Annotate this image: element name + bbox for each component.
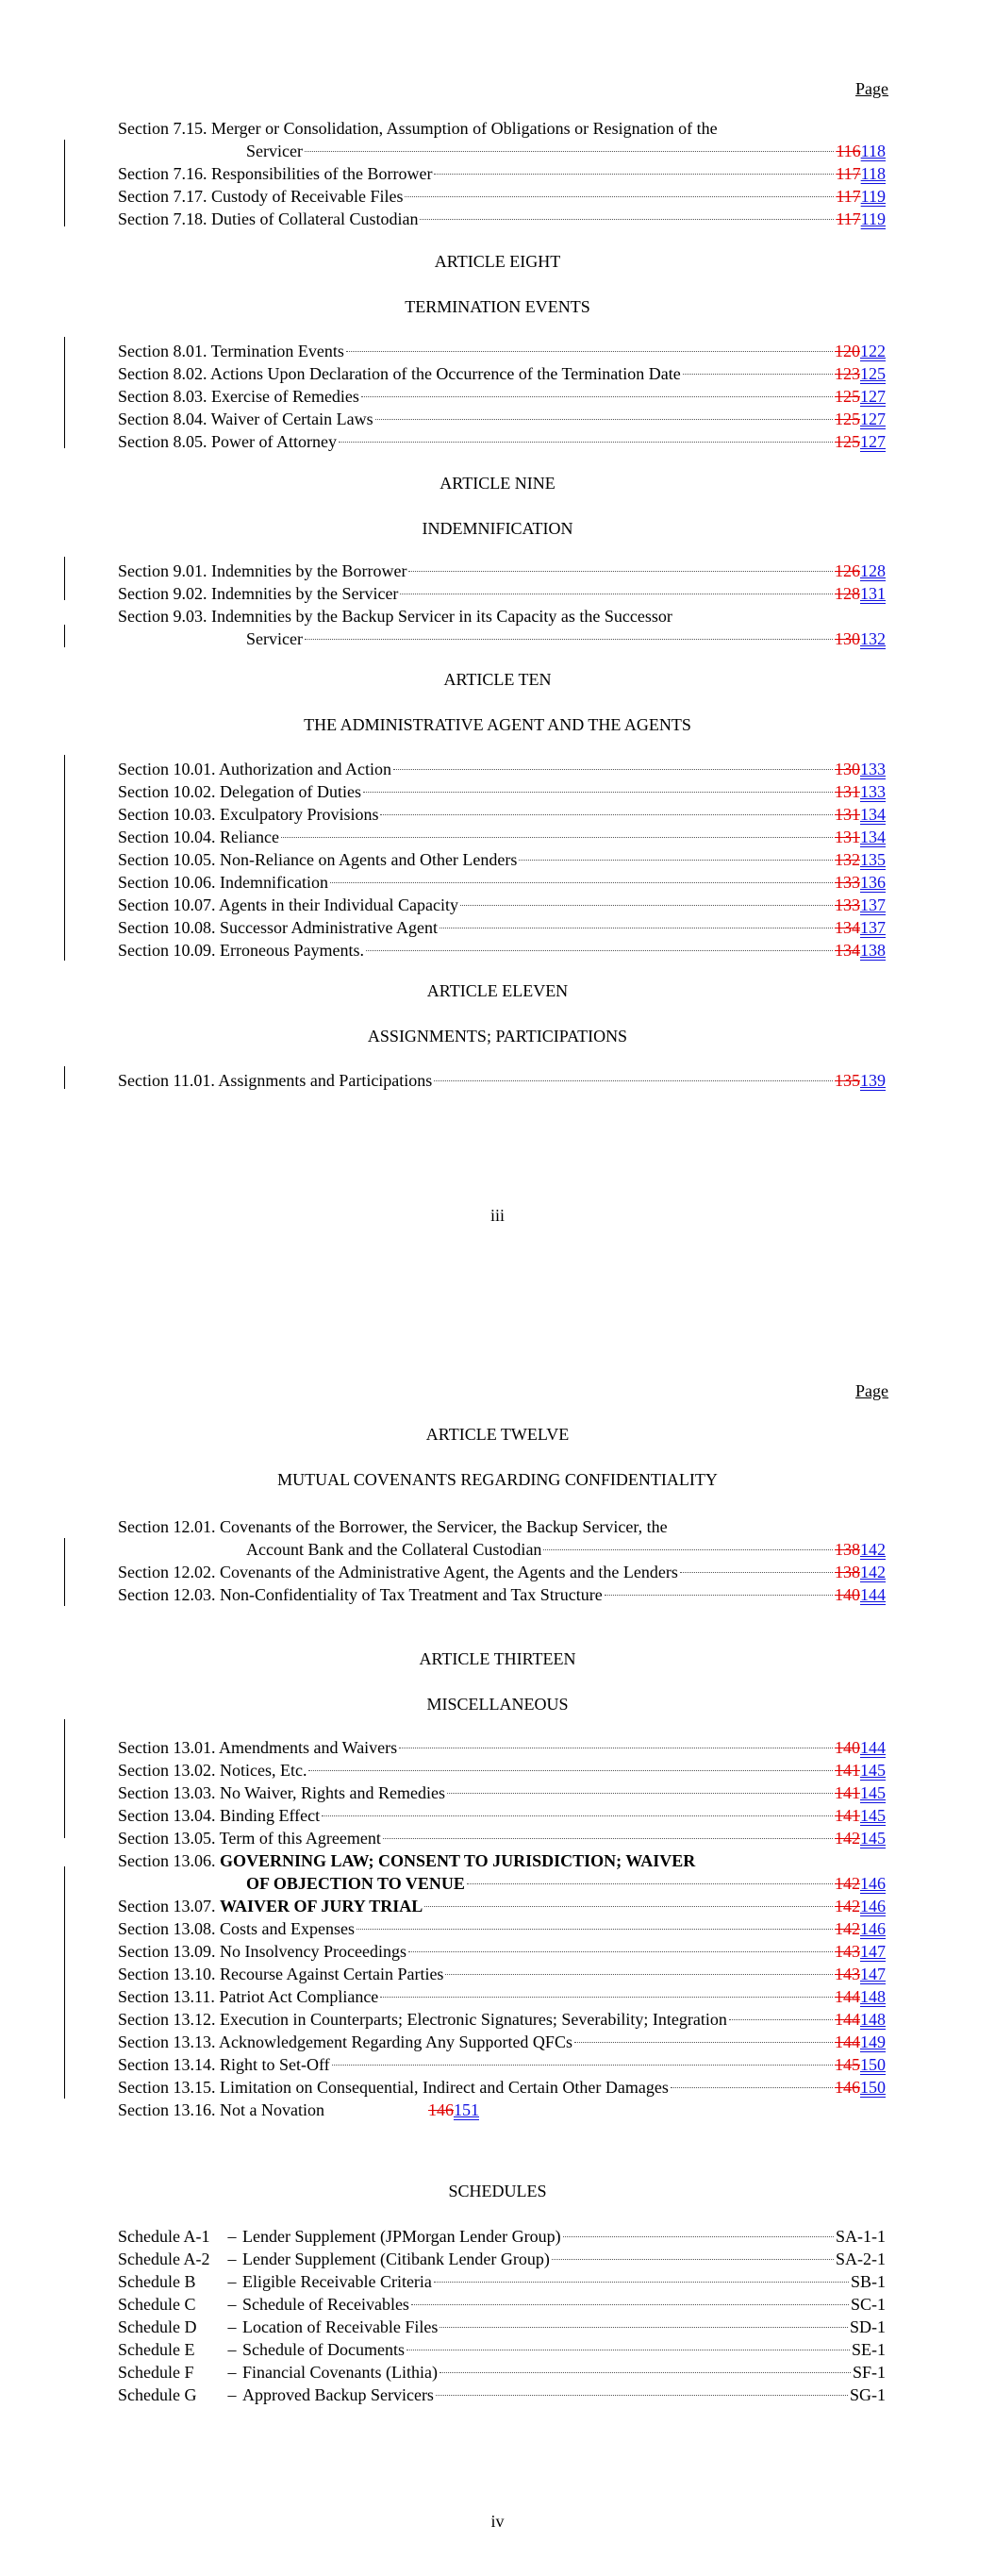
toc-entry[interactable] xyxy=(118,939,886,962)
inserted-page-number[interactable]: 147 xyxy=(860,1942,886,1961)
dot-leader xyxy=(411,2304,849,2305)
schedule-title: Schedule of Receivables xyxy=(242,2295,409,2314)
dot-leader xyxy=(357,1929,833,1930)
article-title: ARTICLE NINE xyxy=(439,474,556,493)
dot-leader xyxy=(445,1974,833,1975)
dot-leader xyxy=(434,1080,833,1081)
schedules-title: SCHEDULES xyxy=(448,2182,547,2200)
entry-title: Section 13.04. Binding Effect xyxy=(118,1806,321,1825)
change-bar xyxy=(64,1719,65,1838)
schedule-page: SE-1 xyxy=(852,2340,886,2359)
inserted-page-number[interactable]: 142 xyxy=(860,1563,886,1581)
schedule-code: Schedule G xyxy=(118,2385,197,2404)
dot-leader xyxy=(519,860,833,861)
deleted-page-number: 125 xyxy=(835,387,860,406)
inserted-page-number[interactable]: 146 xyxy=(860,1874,886,1893)
deleted-page-number: 117 xyxy=(836,164,861,183)
toc-entry[interactable] xyxy=(118,803,886,826)
deleted-page-number: 141 xyxy=(835,1783,860,1802)
entry-title: Section 8.05. Power of Attorney xyxy=(118,432,337,451)
inserted-page-number[interactable]: 118 xyxy=(860,164,886,183)
entry-title: Section 13.02. Notices, Etc. xyxy=(118,1761,307,1780)
dot-leader xyxy=(308,1770,833,1771)
entry-title: Section 9.03. Indemnities by the Backup Servicer in its Capacity as the Successor xyxy=(118,607,672,626)
toc-entry[interactable] xyxy=(118,1963,886,1985)
schedule-page: SA-2-1 xyxy=(836,2250,886,2268)
article-title: ARTICLE TWELVE xyxy=(425,1425,570,1444)
article-title: ARTICLE TEN xyxy=(443,670,552,689)
inserted-page-number[interactable]: 145 xyxy=(860,1761,886,1780)
schedule-title: Eligible Receivable Criteria xyxy=(242,2272,432,2291)
page-column-label: Page xyxy=(855,1381,888,1400)
schedule-page: SB-1 xyxy=(850,2272,886,2291)
schedule-title: Schedule of Documents xyxy=(242,2340,405,2359)
dot-leader xyxy=(552,2259,834,2260)
dot-leader xyxy=(332,2065,833,2066)
dot-leader xyxy=(729,2019,833,2020)
deleted-page-number: 140 xyxy=(835,1585,860,1604)
schedule-code: Schedule B xyxy=(118,2272,196,2291)
entry-title-cont: Account Bank and the Collateral Custodian xyxy=(246,1540,542,1559)
entry-title: WAIVER OF JURY TRIAL xyxy=(220,1897,423,1915)
entry-title: Section 8.01. Termination Events xyxy=(118,342,344,360)
deleted-page-number: 125 xyxy=(835,432,860,451)
toc-entry[interactable] xyxy=(118,848,886,871)
dot-leader xyxy=(305,639,833,640)
deleted-page-number: 134 xyxy=(835,941,860,960)
change-bar xyxy=(64,1538,65,1606)
deleted-page-number: 143 xyxy=(835,1965,860,1983)
article-title: ARTICLE THIRTEEN xyxy=(419,1649,576,1668)
entry-title-cont: Servicer xyxy=(246,142,303,160)
entry-title: Section 10.02. Delegation of Duties xyxy=(118,782,361,801)
schedule-dash: – xyxy=(227,2295,237,2314)
dot-leader xyxy=(346,351,833,352)
article-subtitle: MISCELLANEOUS xyxy=(426,1695,569,1714)
toc-entry[interactable] xyxy=(118,605,886,650)
dot-leader xyxy=(671,2087,833,2088)
inserted-page-number[interactable]: 136 xyxy=(860,873,886,892)
entry-prefix: Section 13.06. xyxy=(118,1851,220,1870)
dot-leader xyxy=(339,442,833,443)
entry-title: Section 13.11. Patriot Act Compliance xyxy=(118,1987,379,2006)
deleted-page-number: 123 xyxy=(835,364,860,383)
article-subtitle: MUTUAL COVENANTS REGARDING CONFIDENTIALITY xyxy=(277,1470,718,1489)
deleted-page-number: 126 xyxy=(835,561,860,580)
inserted-page-number[interactable]: 135 xyxy=(860,850,886,869)
dot-leader xyxy=(393,769,833,770)
inserted-page-number[interactable]: 145 xyxy=(860,1806,886,1825)
entry-title: Section 10.04. Reliance xyxy=(118,828,279,846)
dot-leader xyxy=(408,571,833,572)
schedule-page: SF-1 xyxy=(852,2363,886,2382)
toc-entry[interactable] xyxy=(118,408,886,430)
schedule-code: Schedule D xyxy=(118,2317,197,2336)
entry-title: Section 10.06. Indemnification xyxy=(118,873,328,892)
schedule-dash: – xyxy=(227,2272,237,2291)
inserted-page-number[interactable]: 137 xyxy=(860,895,886,914)
deleted-page-number: 142 xyxy=(835,1919,860,1938)
deleted-page-number: 144 xyxy=(835,2032,860,2051)
dot-leader xyxy=(405,196,834,197)
entry-title: Section 13.01. Amendments and Waivers xyxy=(118,1738,398,1757)
entry-title: Section 10.08. Successor Administrative Agent xyxy=(118,918,438,937)
inserted-page-number[interactable]: 127 xyxy=(860,410,886,428)
schedule-entry[interactable] xyxy=(118,2225,886,2248)
inserted-page-number[interactable]: 148 xyxy=(860,2010,886,2029)
change-bar xyxy=(64,755,65,961)
deleted-page-number: 134 xyxy=(835,918,860,937)
dot-leader xyxy=(420,219,834,220)
toc-entry[interactable] xyxy=(118,1849,886,1895)
toc-entry[interactable] xyxy=(118,2076,886,2099)
schedule-entry[interactable] xyxy=(118,2270,886,2293)
toc-entry[interactable] xyxy=(118,1827,886,1849)
schedule-code: Schedule A-2 xyxy=(118,2250,210,2268)
inserted-page-number[interactable]: 149 xyxy=(860,2032,886,2051)
schedule-dash: – xyxy=(227,2340,237,2359)
deleted-page-number: 144 xyxy=(835,1987,860,2006)
toc-entry[interactable] xyxy=(118,560,886,582)
dot-leader xyxy=(680,1572,833,1573)
schedule-title: Lender Supplement (JPMorgan Lender Group) xyxy=(242,2227,561,2246)
toc-entry[interactable] xyxy=(118,1804,886,1827)
inserted-page-number[interactable]: 132 xyxy=(860,629,886,648)
deleted-page-number: 133 xyxy=(835,873,860,892)
inserted-page-number[interactable]: 148 xyxy=(860,1987,886,2006)
deleted-page-number: 141 xyxy=(835,1806,860,1825)
inserted-page-number[interactable]: 133 xyxy=(860,782,886,801)
toc-section-10 xyxy=(118,758,886,962)
toc-entry[interactable] xyxy=(118,185,886,208)
entry-title: Section 8.02. Actions Upon Declaration of the Occurrence of the Termination Date xyxy=(118,364,681,383)
dot-leader xyxy=(563,2236,834,2237)
dot-leader xyxy=(424,1906,833,1907)
entry-title: Section 10.05. Non-Reliance on Agents and Other Lenders xyxy=(118,850,518,869)
schedule-entry[interactable] xyxy=(118,2361,886,2384)
entry-title: Section 10.07. Agents in their Individual Capacity xyxy=(118,895,458,914)
schedule-entry[interactable] xyxy=(118,2384,886,2406)
article-title: ARTICLE EIGHT xyxy=(434,252,561,271)
schedule-code: Schedule A-1 xyxy=(118,2227,210,2246)
entry-title: Section 12.01. Covenants of the Borrower, the Servicer, the Backup Servicer, the xyxy=(118,1517,668,1536)
entry-title: GOVERNING LAW; CONSENT TO JURISDICTION; WAIVER xyxy=(220,1851,696,1870)
deleted-page-number: 131 xyxy=(835,782,860,801)
deleted-page-number: 138 xyxy=(835,1540,860,1559)
toc-entry[interactable] xyxy=(118,1781,886,1804)
schedule-title: Location of Receivable Files xyxy=(242,2317,439,2336)
inserted-page-number[interactable]: 119 xyxy=(860,209,886,228)
dot-leader xyxy=(380,1997,833,1998)
entry-title: Section 10.09. Erroneous Payments. xyxy=(118,941,364,960)
toc-section-12 xyxy=(118,1515,886,1606)
toc-section-9 xyxy=(118,560,886,650)
dot-leader xyxy=(439,2327,848,2328)
schedule-dash: – xyxy=(227,2317,237,2336)
deleted-page-number: 138 xyxy=(835,1563,860,1581)
inserted-page-number[interactable]: 145 xyxy=(860,1829,886,1848)
inserted-page-number[interactable]: 122 xyxy=(860,342,886,360)
inserted-page-number[interactable]: 144 xyxy=(860,1738,886,1757)
deleted-page-number: 130 xyxy=(835,760,860,778)
entry-title: Section 13.16. Not a Novation xyxy=(118,2100,324,2119)
dot-leader xyxy=(467,1883,833,1884)
deleted-page-number: 116 xyxy=(836,142,861,160)
toc-entry[interactable] xyxy=(118,2053,886,2076)
dot-leader xyxy=(366,950,833,951)
toc-entry[interactable] xyxy=(118,2008,886,2031)
inserted-page-number[interactable]: 128 xyxy=(860,561,886,580)
deleted-page-number: 141 xyxy=(835,1761,860,1780)
deleted-page-number: 144 xyxy=(835,2010,860,2029)
toc-entry[interactable] xyxy=(118,208,886,230)
change-bar xyxy=(64,337,65,448)
toc-entry[interactable] xyxy=(118,1583,886,1606)
toc-entry[interactable] xyxy=(118,362,886,385)
dot-leader xyxy=(305,151,834,152)
change-bar xyxy=(64,1066,65,1089)
inserted-page-number[interactable]: 118 xyxy=(860,142,886,160)
inserted-page-number[interactable]: 145 xyxy=(860,1783,886,1802)
inserted-page-number[interactable]: 146 xyxy=(860,1919,886,1938)
entry-title: Section 13.09. No Insolvency Proceedings xyxy=(118,1942,406,1961)
entry-title: Section 7.15. Merger or Consolidation, Assumption of Obligations or Resignation of the xyxy=(118,119,718,138)
article-title: ARTICLE ELEVEN xyxy=(426,981,569,1000)
dot-leader xyxy=(408,1951,833,1952)
entry-title: Section 13.14. Right to Set-Off xyxy=(118,2055,330,2074)
entry-title: Section 11.01. Assignments and Participations xyxy=(118,1071,433,1090)
deleted-page-number: 146 xyxy=(427,2100,454,2119)
toc-page-iii xyxy=(0,0,995,1274)
entry-title: Section 12.03. Non-Confidentiality of Tax Treatment and Tax Structure xyxy=(118,1585,603,1604)
entry-title: Section 13.13. Acknowledgement Regarding Any Supported QFCs xyxy=(118,2032,572,2051)
dot-leader xyxy=(605,1595,833,1596)
toc-entry[interactable] xyxy=(118,916,886,939)
dot-leader xyxy=(322,1815,833,1816)
toc-entry[interactable] xyxy=(118,1940,886,1963)
schedules-list xyxy=(118,2225,886,2406)
article-subtitle: THE ADMINISTRATIVE AGENT AND THE AGENTS xyxy=(304,715,691,734)
schedule-entry[interactable] xyxy=(118,2248,886,2270)
dot-leader xyxy=(434,174,834,175)
change-bar xyxy=(64,557,65,600)
entry-title: Section 13.10. Recourse Against Certain Parties xyxy=(118,1965,444,1983)
toc-entry[interactable] xyxy=(118,826,886,848)
entry-title: Section 9.02. Indemnities by the Servicer xyxy=(118,584,399,603)
toc-entry[interactable] xyxy=(118,1985,886,2008)
inserted-page-number[interactable]: 150 xyxy=(860,2078,886,2097)
toc-entry[interactable] xyxy=(118,780,886,803)
dot-leader xyxy=(383,1838,833,1839)
entry-title: Section 13.12. Execution in Counterparts; Electronic Signatures; Severability; Integration xyxy=(118,2010,727,2029)
entry-title: Section 7.18. Duties of Collateral Custodian xyxy=(118,209,419,228)
schedule-code: Schedule C xyxy=(118,2295,196,2314)
deleted-page-number: 132 xyxy=(835,850,860,869)
inserted-page-number[interactable]: 119 xyxy=(860,187,886,206)
dot-leader xyxy=(439,2372,851,2373)
toc-entry[interactable] xyxy=(118,1069,886,1092)
deleted-page-number: 120 xyxy=(835,342,860,360)
schedule-entry[interactable] xyxy=(118,2293,886,2316)
dot-leader xyxy=(380,814,833,815)
schedule-dash: – xyxy=(227,2385,237,2404)
toc-entry[interactable] xyxy=(118,162,886,185)
toc-entry[interactable] xyxy=(118,1515,886,1561)
inserted-page-number[interactable]: 151 xyxy=(453,2100,479,2119)
deleted-page-number: 146 xyxy=(835,2078,860,2097)
dot-leader xyxy=(330,882,833,883)
deleted-page-number: 135 xyxy=(835,1071,860,1090)
deleted-page-number: 125 xyxy=(835,410,860,428)
article-subtitle: TERMINATION EVENTS xyxy=(405,297,590,316)
toc-entry[interactable] xyxy=(118,430,886,453)
entry-title: Section 13.08. Costs and Expenses xyxy=(118,1919,355,1938)
schedule-dash: – xyxy=(227,2250,237,2268)
toc-entry[interactable] xyxy=(118,582,886,605)
change-bar xyxy=(64,140,65,226)
toc-entry[interactable] xyxy=(118,1917,886,1940)
entry-title-cont: OF OBJECTION TO VENUE xyxy=(246,1874,465,1893)
inserted-page-number[interactable]: 134 xyxy=(860,805,886,824)
schedule-code: Schedule E xyxy=(118,2340,195,2359)
schedule-title: Lender Supplement (Citibank Lender Group) xyxy=(242,2250,550,2268)
deleted-page-number: 142 xyxy=(835,1829,860,1848)
toc-entry[interactable] xyxy=(118,758,886,780)
toc-page-iv xyxy=(0,1321,995,2576)
inserted-page-number[interactable]: 139 xyxy=(860,1071,886,1090)
inserted-page-number[interactable]: 127 xyxy=(860,387,886,406)
entry-title: Section 7.17. Custody of Receivable Files xyxy=(118,187,404,206)
entry-title: Section 9.01. Indemnities by the Borrower xyxy=(118,561,407,580)
toc-entry[interactable] xyxy=(118,2031,886,2053)
toc-entry[interactable] xyxy=(118,1895,886,1917)
inserted-page-number[interactable]: 125 xyxy=(860,364,886,383)
toc-section-8 xyxy=(118,340,886,453)
deleted-page-number: 142 xyxy=(835,1874,860,1893)
dot-leader xyxy=(683,374,833,375)
deleted-page-number: 143 xyxy=(835,1942,860,1961)
toc-entry[interactable] xyxy=(118,2099,886,2121)
dot-leader xyxy=(460,905,833,906)
toc-entry[interactable] xyxy=(118,385,886,408)
entry-title: Section 8.04. Waiver of Certain Laws xyxy=(118,410,373,428)
schedule-page: SG-1 xyxy=(849,2385,886,2404)
inserted-page-number[interactable]: 147 xyxy=(860,1965,886,1983)
inserted-page-number[interactable]: 137 xyxy=(860,918,886,937)
schedule-page: SD-1 xyxy=(849,2317,886,2336)
entry-title: Section 13.05. Term of this Agreement xyxy=(118,1829,381,1848)
dot-leader xyxy=(436,2395,848,2396)
toc-entry[interactable] xyxy=(118,1736,886,1759)
deleted-page-number: 128 xyxy=(835,584,860,603)
dot-leader xyxy=(447,1793,833,1794)
schedule-page: SC-1 xyxy=(850,2295,886,2314)
toc-entry[interactable] xyxy=(118,340,886,362)
schedule-entry[interactable] xyxy=(118,2316,886,2338)
change-bar xyxy=(64,625,65,647)
toc-section-11 xyxy=(118,1069,886,1092)
page-number: iii xyxy=(489,1206,505,1225)
inserted-page-number[interactable]: 134 xyxy=(860,828,886,846)
schedule-dash: – xyxy=(227,2363,237,2382)
inserted-page-number[interactable]: 144 xyxy=(860,1585,886,1604)
toc-entry[interactable] xyxy=(118,1759,886,1781)
entry-title-cont: Servicer xyxy=(246,629,303,648)
article-subtitle: INDEMNIFICATION xyxy=(422,519,573,538)
inserted-page-number[interactable]: 131 xyxy=(860,584,886,603)
schedule-code: Schedule F xyxy=(118,2363,194,2382)
entry-title: Section 7.16. Responsibilities of the Borrower xyxy=(118,164,433,183)
schedule-title: Financial Covenants (Lithia) xyxy=(242,2363,438,2382)
change-bar xyxy=(64,1866,65,2099)
entry-title: Section 8.03. Exercise of Remedies xyxy=(118,387,359,406)
deleted-page-number: 133 xyxy=(835,895,860,914)
dot-leader xyxy=(375,419,833,420)
entry-title: Section 13.15. Limitation on Consequential, Indirect and Certain Other Damages xyxy=(118,2078,669,2097)
schedule-dash: – xyxy=(227,2227,237,2246)
inserted-page-number[interactable]: 127 xyxy=(860,432,886,451)
deleted-page-number: 142 xyxy=(835,1897,860,1915)
toc-entry[interactable] xyxy=(118,871,886,894)
deleted-page-number: 140 xyxy=(835,1738,860,1757)
dot-leader xyxy=(361,396,833,397)
deleted-page-number: 117 xyxy=(836,209,861,228)
deleted-page-number: 130 xyxy=(835,629,860,648)
toc-entry[interactable] xyxy=(118,117,886,162)
inserted-page-number[interactable]: 133 xyxy=(860,760,886,778)
entry-title: Section 13.03. No Waiver, Rights and Remedies xyxy=(118,1783,445,1802)
deleted-page-number: 131 xyxy=(835,828,860,846)
dot-leader xyxy=(543,1549,833,1550)
schedule-entry[interactable] xyxy=(118,2338,886,2361)
entry-title: Section 12.02. Covenants of the Administrative Agent, the Agents and the Lenders xyxy=(118,1563,678,1581)
toc-entry[interactable] xyxy=(118,894,886,916)
entry-title: Section 10.01. Authorization and Action xyxy=(118,760,391,778)
toc-section-13 xyxy=(118,1736,886,2121)
dot-leader xyxy=(434,2282,849,2283)
page-number: iv xyxy=(490,2512,505,2531)
schedule-page: SA-1-1 xyxy=(836,2227,886,2246)
inserted-page-number[interactable]: 138 xyxy=(860,941,886,960)
inserted-page-number[interactable]: 150 xyxy=(860,2055,886,2074)
entry-prefix: Section 13.07. xyxy=(118,1897,220,1915)
toc-entry[interactable] xyxy=(118,1561,886,1583)
toc-section-7 xyxy=(118,117,886,230)
deleted-page-number: 117 xyxy=(836,187,861,206)
page-column-label: Page xyxy=(855,79,888,98)
deleted-page-number: 145 xyxy=(835,2055,860,2074)
inserted-page-number[interactable]: 142 xyxy=(860,1540,886,1559)
inserted-page-number[interactable]: 146 xyxy=(860,1897,886,1915)
dot-leader xyxy=(363,792,833,793)
schedule-title: Approved Backup Servicers xyxy=(242,2385,434,2404)
dot-leader xyxy=(281,837,833,838)
dot-leader xyxy=(574,2042,833,2043)
entry-title: Section 10.03. Exculpatory Provisions xyxy=(118,805,379,824)
article-subtitle: ASSIGNMENTS; PARTICIPATIONS xyxy=(367,1027,628,1045)
deleted-page-number: 131 xyxy=(835,805,860,824)
